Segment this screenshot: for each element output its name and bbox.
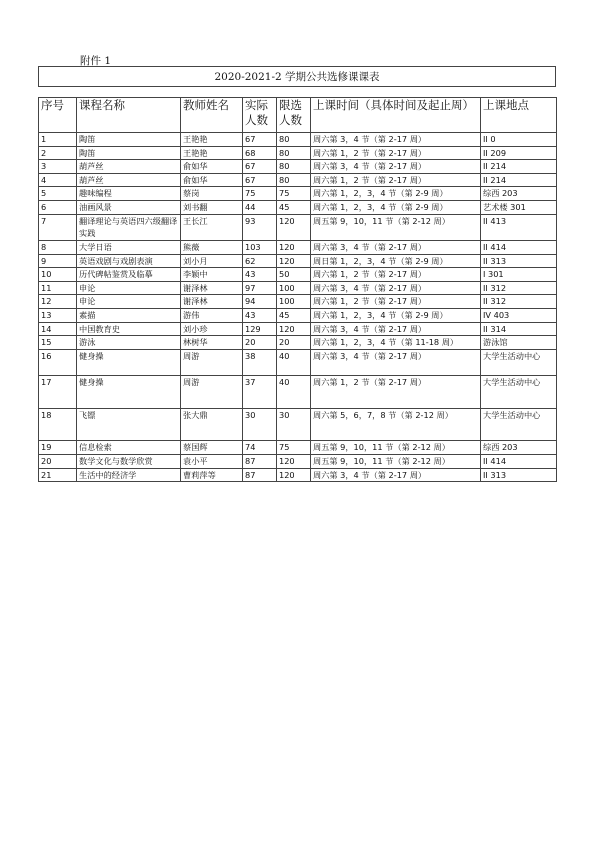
cell-teacher: 刘书翻 xyxy=(181,200,243,214)
cell-teacher: 张大鼎 xyxy=(181,408,243,441)
cell-course: 申论 xyxy=(77,281,181,295)
cell-limit: 120 xyxy=(277,468,311,482)
table-row xyxy=(39,441,557,455)
cell-course: 游泳 xyxy=(77,336,181,350)
cell-place: II 312 xyxy=(481,281,557,295)
cell-course: 油画风景 xyxy=(77,200,181,214)
cell-time: 周六第 1，2，3，4 节（第 11-18 周） xyxy=(311,336,481,350)
cell-time: 周五第 9，10，11 节（第 2-12 周） xyxy=(311,214,481,241)
cell-actual: 75 xyxy=(243,187,277,201)
cell-course: 葫芦丝 xyxy=(77,173,181,187)
cell-time: 周六第 3，4 节（第 2-17 周） xyxy=(311,160,481,174)
table-row xyxy=(39,268,557,282)
cell-course: 申论 xyxy=(77,295,181,309)
cell-place: 大学生活动中心 xyxy=(481,376,557,409)
cell-teacher: 王长江 xyxy=(181,214,243,241)
cell-limit: 30 xyxy=(277,408,311,441)
cell-actual: 94 xyxy=(243,295,277,309)
cell-time: 周六第 5，6，7，8 节（第 2-12 周） xyxy=(311,408,481,441)
cell-actual: 97 xyxy=(243,281,277,295)
cell-no: 8 xyxy=(39,241,77,255)
cell-no: 10 xyxy=(39,268,77,282)
cell-limit: 40 xyxy=(277,376,311,409)
cell-time: 周六第 3，4 节（第 2-17 周） xyxy=(311,322,481,336)
cell-limit: 80 xyxy=(277,160,311,174)
cell-time: 周六第 3，4 节（第 2-17 周） xyxy=(311,281,481,295)
cell-place: II 214 xyxy=(481,173,557,187)
cell-place: 艺术楼 301 xyxy=(481,200,557,214)
cell-no: 11 xyxy=(39,281,77,295)
table-row xyxy=(39,468,557,482)
table-row xyxy=(39,133,557,147)
cell-limit: 75 xyxy=(277,441,311,455)
cell-no: 19 xyxy=(39,441,77,455)
cell-place: II 312 xyxy=(481,295,557,309)
table-row xyxy=(39,160,557,174)
table-row xyxy=(39,408,557,441)
cell-no: 2 xyxy=(39,146,77,160)
cell-place: II 214 xyxy=(481,160,557,174)
cell-course: 信息检索 xyxy=(77,441,181,455)
cell-actual: 129 xyxy=(243,322,277,336)
col-header-teacher: 教师姓名 xyxy=(181,98,243,133)
cell-time: 周六第 1，2，3，4 节（第 2-9 周） xyxy=(311,187,481,201)
cell-actual: 30 xyxy=(243,408,277,441)
cell-actual: 43 xyxy=(243,268,277,282)
cell-teacher: 李颖中 xyxy=(181,268,243,282)
cell-teacher: 蔡岗 xyxy=(181,187,243,201)
cell-teacher: 周游 xyxy=(181,349,243,376)
cell-limit: 45 xyxy=(277,200,311,214)
cell-teacher: 王艳艳 xyxy=(181,133,243,147)
cell-actual: 93 xyxy=(243,214,277,241)
cell-actual: 44 xyxy=(243,200,277,214)
cell-no: 12 xyxy=(39,295,77,309)
cell-course: 陶笛 xyxy=(77,133,181,147)
col-header-course: 课程名称 xyxy=(77,98,181,133)
cell-limit: 120 xyxy=(277,454,311,468)
cell-time: 周六第 1，2 节（第 2-17 周） xyxy=(311,146,481,160)
cell-time: 周日第 1，2，3，4 节（第 2-9 周） xyxy=(311,254,481,268)
cell-place: IV 403 xyxy=(481,309,557,323)
cell-course: 健身操 xyxy=(77,349,181,376)
header-row xyxy=(39,98,557,133)
cell-course: 葫芦丝 xyxy=(77,160,181,174)
cell-time: 周六第 1，2，3，4 节（第 2-9 周） xyxy=(311,309,481,323)
cell-no: 15 xyxy=(39,336,77,350)
cell-course: 大学日语 xyxy=(77,241,181,255)
table-row xyxy=(39,173,557,187)
cell-limit: 80 xyxy=(277,173,311,187)
cell-actual: 68 xyxy=(243,146,277,160)
cell-course: 趣味编程 xyxy=(77,187,181,201)
cell-time: 周六第 1，2 节（第 2-17 周） xyxy=(311,173,481,187)
col-header-place: 上课地点 xyxy=(481,98,557,133)
cell-teacher: 游伟 xyxy=(181,309,243,323)
cell-teacher: 刘小珍 xyxy=(181,322,243,336)
cell-actual: 67 xyxy=(243,173,277,187)
course-schedule-table xyxy=(38,97,557,482)
cell-teacher: 刘小月 xyxy=(181,254,243,268)
cell-actual: 87 xyxy=(243,468,277,482)
col-header-no: 序号 xyxy=(39,98,77,133)
cell-no: 14 xyxy=(39,322,77,336)
cell-place: 综西 203 xyxy=(481,441,557,455)
cell-place: II 313 xyxy=(481,254,557,268)
cell-actual: 43 xyxy=(243,309,277,323)
cell-teacher: 俞如华 xyxy=(181,173,243,187)
cell-place: II 414 xyxy=(481,454,557,468)
cell-teacher: 王艳艳 xyxy=(181,146,243,160)
cell-no: 13 xyxy=(39,309,77,323)
cell-time: 周六第 3，4 节（第 2-17 周） xyxy=(311,349,481,376)
cell-limit: 80 xyxy=(277,133,311,147)
annex-label: 附件 1 xyxy=(80,55,112,67)
col-header-actual: 实际人数 xyxy=(243,98,277,133)
cell-teacher: 曹莉萍等 xyxy=(181,468,243,482)
table-row xyxy=(39,309,557,323)
cell-time: 周六第 3，4 节（第 2-17 周） xyxy=(311,468,481,482)
cell-time: 周六第 3，4 节（第 2-17 周） xyxy=(311,241,481,255)
cell-limit: 120 xyxy=(277,241,311,255)
cell-teacher: 俞如华 xyxy=(181,160,243,174)
cell-no: 1 xyxy=(39,133,77,147)
table-row xyxy=(39,336,557,350)
cell-time: 周六第 1，2 节（第 2-17 周） xyxy=(311,268,481,282)
table-row xyxy=(39,376,557,409)
cell-limit: 75 xyxy=(277,187,311,201)
cell-place: I 301 xyxy=(481,268,557,282)
table-row xyxy=(39,200,557,214)
cell-teacher: 熊薇 xyxy=(181,241,243,255)
cell-actual: 38 xyxy=(243,349,277,376)
cell-actual: 20 xyxy=(243,336,277,350)
cell-no: 6 xyxy=(39,200,77,214)
col-header-limit: 限选人数 xyxy=(277,98,311,133)
cell-place: 大学生活动中心 xyxy=(481,408,557,441)
table-row xyxy=(39,454,557,468)
cell-actual: 62 xyxy=(243,254,277,268)
cell-teacher: 周游 xyxy=(181,376,243,409)
cell-place: 大学生活动中心 xyxy=(481,349,557,376)
cell-place: 游泳馆 xyxy=(481,336,557,350)
cell-teacher: 袁小平 xyxy=(181,454,243,468)
cell-course: 数学文化与数学欣赏 xyxy=(77,454,181,468)
cell-place: II 209 xyxy=(481,146,557,160)
table-title-text: 2020-2021-2 学期公共选修课课表 xyxy=(214,71,380,83)
cell-teacher: 蔡国辉 xyxy=(181,441,243,455)
cell-course: 健身操 xyxy=(77,376,181,409)
cell-time: 周六第 3，4 节（第 2-17 周） xyxy=(311,133,481,147)
table-row xyxy=(39,187,557,201)
cell-place: II 413 xyxy=(481,214,557,241)
cell-teacher: 谢泽林 xyxy=(181,281,243,295)
cell-no: 18 xyxy=(39,408,77,441)
cell-course: 飞镖 xyxy=(77,408,181,441)
cell-time: 周六第 1，2 节（第 2-17 周） xyxy=(311,376,481,409)
cell-time: 周六第 1，2，3，4 节（第 2-9 周） xyxy=(311,200,481,214)
table-row xyxy=(39,254,557,268)
cell-limit: 120 xyxy=(277,254,311,268)
cell-teacher: 谢泽林 xyxy=(181,295,243,309)
cell-actual: 103 xyxy=(243,241,277,255)
table-row xyxy=(39,295,557,309)
table-row xyxy=(39,322,557,336)
cell-course: 历代碑帖鉴赏及临摹 xyxy=(77,268,181,282)
cell-no: 20 xyxy=(39,454,77,468)
cell-course: 素描 xyxy=(77,309,181,323)
cell-limit: 100 xyxy=(277,281,311,295)
cell-actual: 67 xyxy=(243,133,277,147)
cell-limit: 120 xyxy=(277,322,311,336)
table-row xyxy=(39,214,557,241)
table-row xyxy=(39,241,557,255)
cell-place: II 313 xyxy=(481,468,557,482)
col-header-time: 上课时间（具体时间及起止周） xyxy=(311,98,481,133)
cell-place: II 314 xyxy=(481,322,557,336)
cell-actual: 37 xyxy=(243,376,277,409)
cell-course: 英语戏剧与戏剧表演 xyxy=(77,254,181,268)
cell-no: 4 xyxy=(39,173,77,187)
cell-course: 中国教育史 xyxy=(77,322,181,336)
cell-no: 17 xyxy=(39,376,77,409)
cell-no: 3 xyxy=(39,160,77,174)
cell-limit: 40 xyxy=(277,349,311,376)
cell-time: 周五第 9，10，11 节（第 2-12 周） xyxy=(311,454,481,468)
cell-place: II 414 xyxy=(481,241,557,255)
cell-place: 综西 203 xyxy=(481,187,557,201)
cell-place: II 0 xyxy=(481,133,557,147)
cell-no: 16 xyxy=(39,349,77,376)
table-row xyxy=(39,349,557,376)
cell-no: 5 xyxy=(39,187,77,201)
cell-limit: 50 xyxy=(277,268,311,282)
cell-limit: 80 xyxy=(277,146,311,160)
cell-limit: 45 xyxy=(277,309,311,323)
cell-actual: 67 xyxy=(243,160,277,174)
cell-no: 9 xyxy=(39,254,77,268)
cell-time: 周六第 1，2 节（第 2-17 周） xyxy=(311,295,481,309)
cell-actual: 87 xyxy=(243,454,277,468)
cell-limit: 100 xyxy=(277,295,311,309)
cell-no: 21 xyxy=(39,468,77,482)
cell-time: 周五第 9，10，11 节（第 2-12 周） xyxy=(311,441,481,455)
table-row xyxy=(39,146,557,160)
table-row xyxy=(39,281,557,295)
cell-no: 7 xyxy=(39,214,77,241)
cell-course: 翻译理论与英语四六级翻译实践 xyxy=(77,214,181,241)
cell-limit: 20 xyxy=(277,336,311,350)
cell-course: 生活中的经济学 xyxy=(77,468,181,482)
cell-limit: 120 xyxy=(277,214,311,241)
table-title xyxy=(38,66,556,87)
cell-course: 陶笛 xyxy=(77,146,181,160)
cell-actual: 74 xyxy=(243,441,277,455)
cell-teacher: 林树华 xyxy=(181,336,243,350)
